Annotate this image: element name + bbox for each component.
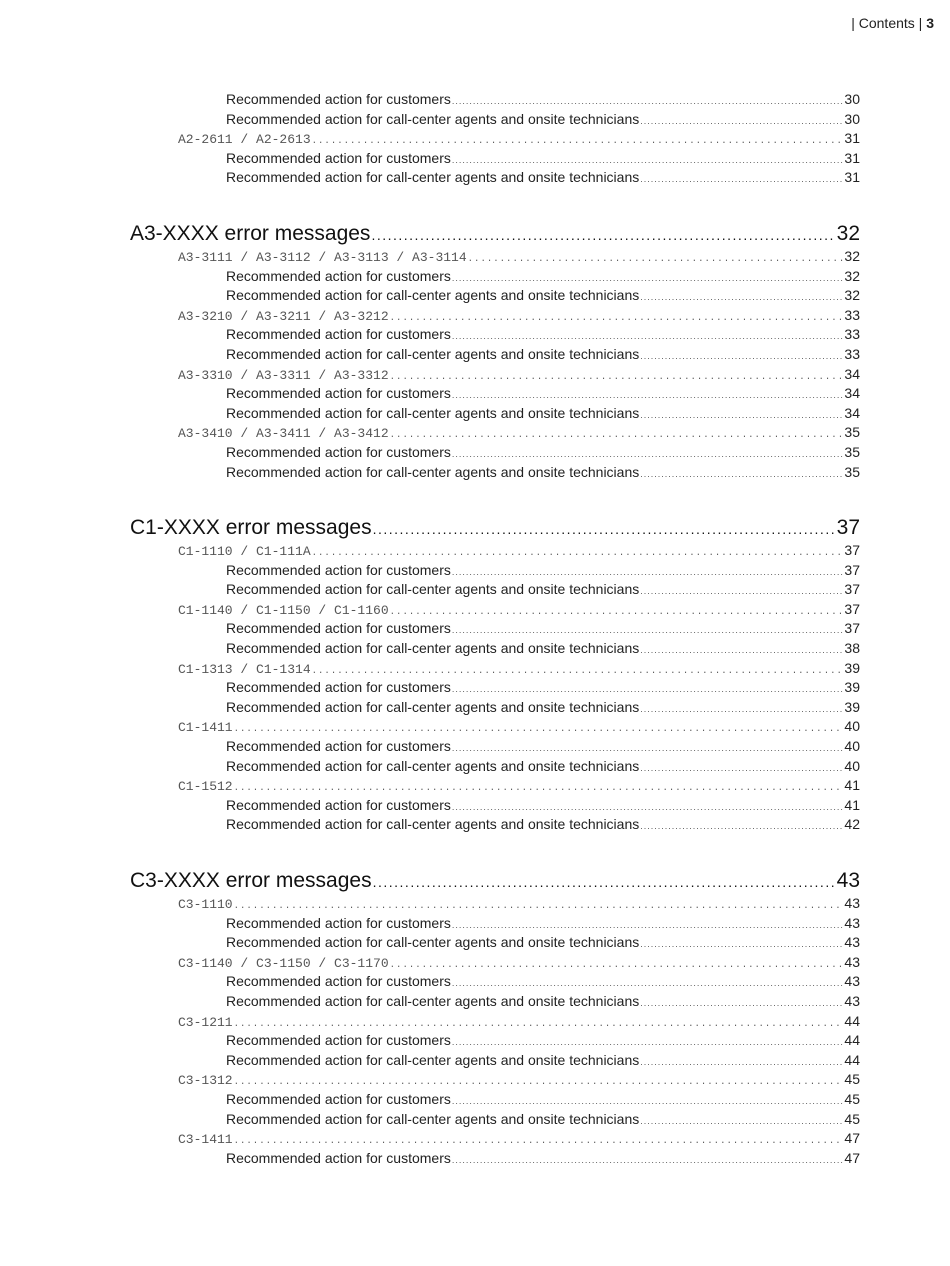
toc-subentry[interactable] <box>226 345 860 365</box>
dot-leader <box>640 170 843 190</box>
toc-error-code-entry[interactable] <box>178 129 860 149</box>
toc-subentry-page-number: 47 <box>844 1149 860 1166</box>
toc-error-code-entry-page-number: 43 <box>844 895 860 911</box>
toc-subentry[interactable] <box>226 325 860 345</box>
toc-error-code-entry-title: C1-1140 / C1-1150 / C1-1160 <box>178 601 390 621</box>
toc-subentry[interactable] <box>226 1110 860 1130</box>
toc-subentry-page-number: 40 <box>844 757 860 774</box>
toc-error-code-entry[interactable] <box>178 306 860 326</box>
toc-subentry-page-number: 37 <box>844 561 860 578</box>
toc-error-code-entry-title: C3-1312 <box>178 1071 234 1091</box>
toc-error-code-entry-page-number: 34 <box>844 365 860 382</box>
toc-error-code-entry-title: A3-3410 / A3-3411 / A3-3412 <box>178 424 390 444</box>
toc-subentry-title: Recommended action for call-center agents and onsite technicians <box>226 580 640 600</box>
toc-error-code-entry[interactable] <box>178 1129 860 1149</box>
toc-subentry-title: Recommended action for customers <box>226 619 452 639</box>
toc-subentry[interactable] <box>226 561 860 581</box>
toc-subentry[interactable] <box>226 443 860 463</box>
toc-subentry-title: Recommended action for customers <box>226 796 452 816</box>
toc-subentry-page-number: 39 <box>844 698 860 715</box>
toc-chapter-entry-title: A3-XXXX error messages <box>130 221 371 245</box>
toc-error-code-entry-page-number: 39 <box>844 659 860 676</box>
toc-subentry-title: Recommended action for customers <box>226 384 452 404</box>
toc-error-code-entry[interactable] <box>178 247 860 267</box>
toc-chapter-entry[interactable] <box>130 515 860 541</box>
dot-leader <box>640 465 843 485</box>
toc-chapter-entry-page-number: 37 <box>836 516 860 540</box>
toc-subentry[interactable] <box>226 1031 860 1051</box>
toc-subentry-title: Recommended action for call-center agents and onsite technicians <box>226 815 640 835</box>
toc-chapter-entry-page-number: 43 <box>836 869 860 892</box>
toc-error-code-entry[interactable] <box>178 423 860 443</box>
toc-subentry-title: Recommended action for customers <box>226 914 452 934</box>
toc-subentry[interactable] <box>226 737 860 757</box>
toc-subentry[interactable] <box>226 815 860 835</box>
toc-subentry-title: Recommended action for customers <box>226 561 452 581</box>
header-label: | Contents | <box>851 15 923 31</box>
toc-subentry-page-number: 44 <box>844 1032 860 1049</box>
toc-subentry-page-number: 38 <box>844 640 860 657</box>
toc-subentry-title: Recommended action for call-center agents and onsite technicians <box>226 404 640 424</box>
toc-error-code-entry-title: C3-1140 / C3-1150 / C3-1170 <box>178 954 390 974</box>
toc-error-code-entry[interactable] <box>178 600 860 620</box>
toc-subentry[interactable] <box>226 933 860 953</box>
toc-subentry[interactable] <box>226 796 860 816</box>
toc-subentry-title: Recommended action for call-center agents and onsite technicians <box>226 168 640 188</box>
toc-chapter-entry[interactable] <box>130 868 860 894</box>
toc-subentry-page-number: 43 <box>844 914 860 931</box>
toc-subentry[interactable] <box>226 149 860 169</box>
toc-subentry-page-number: 43 <box>844 934 860 951</box>
toc-subentry[interactable] <box>226 384 860 404</box>
toc-subentry-page-number: 30 <box>844 91 860 107</box>
dot-leader <box>371 222 835 248</box>
toc-error-code-entry-page-number: 41 <box>844 777 860 794</box>
toc-subentry[interactable] <box>226 1090 860 1110</box>
toc-subentry-page-number: 44 <box>844 1051 860 1068</box>
toc-subentry-title: Recommended action for call-center agents and onsite technicians <box>226 933 640 953</box>
toc-subentry-title: Recommended action for customers <box>226 678 452 698</box>
toc-subentry-title: Recommended action for customers <box>226 1090 452 1110</box>
dot-leader <box>640 817 843 837</box>
toc-error-code-entry[interactable] <box>178 953 860 973</box>
toc-subentry[interactable] <box>226 757 860 777</box>
toc-error-code-entry-page-number: 45 <box>844 1071 860 1088</box>
toc-chapter-entry-page-number: 32 <box>836 221 860 245</box>
toc-subentry[interactable] <box>226 914 860 934</box>
toc-subentry-page-number: 30 <box>844 110 860 127</box>
dot-leader <box>373 869 836 895</box>
toc-subentry-title: Recommended action for call-center agents and onsite technicians <box>226 992 640 1012</box>
toc-subentry[interactable] <box>226 267 860 287</box>
toc-subentry-page-number: 31 <box>844 169 860 186</box>
page-number: 3 <box>926 15 934 31</box>
toc-subentry[interactable] <box>226 463 860 483</box>
toc-error-code-entry-page-number: 37 <box>844 542 860 559</box>
toc-subentry[interactable] <box>226 639 860 659</box>
toc-subentry-title: Recommended action for call-center agents and onsite technicians <box>226 639 640 659</box>
toc-error-code-entry-page-number: 32 <box>844 247 860 264</box>
toc-subentry-page-number: 41 <box>844 796 860 813</box>
toc-error-code-entry-title: C1-1313 / C1-1314 <box>178 660 312 680</box>
toc-error-code-entry[interactable] <box>178 1012 860 1032</box>
table-of-contents <box>0 90 950 1168</box>
toc-subentry-page-number: 45 <box>844 1110 860 1127</box>
toc-subentry-page-number: 35 <box>844 463 860 480</box>
toc-subentry-page-number: 31 <box>844 149 860 166</box>
toc-subentry-page-number: 43 <box>844 973 860 990</box>
toc-subentry-page-number: 33 <box>844 345 860 362</box>
dot-leader <box>452 1151 844 1171</box>
toc-error-code-entry[interactable] <box>178 776 860 796</box>
toc-error-code-entry-page-number: 37 <box>844 600 860 617</box>
toc-subentry-title: Recommended action for customers <box>226 1149 452 1169</box>
toc-error-code-entry-title: C1-1110 / C1-111A <box>178 542 312 562</box>
toc-error-code-entry-title: A3-3310 / A3-3311 / A3-3312 <box>178 366 390 386</box>
toc-subentry-title: Recommended action for customers <box>226 443 452 463</box>
toc-subentry[interactable] <box>226 698 860 718</box>
toc-chapter-entry-title: C3-XXXX error messages <box>130 869 372 892</box>
toc-subentry-title: Recommended action for call-center agents and onsite technicians <box>226 757 640 777</box>
toc-subentry-page-number: 32 <box>844 287 860 304</box>
toc-error-code-entry-title: C3-1211 <box>178 1013 234 1033</box>
toc-subentry[interactable] <box>226 619 860 639</box>
toc-subentry-page-number: 37 <box>844 581 860 598</box>
toc-subentry-title: Recommended action for customers <box>226 267 452 287</box>
toc-error-code-entry-title: C3-1110 <box>178 895 234 915</box>
toc-subentry-title: Recommended action for call-center agents and onsite technicians <box>226 345 640 365</box>
toc-error-code-entry-title: C1-1411 <box>178 718 234 738</box>
toc-subentry-page-number: 40 <box>844 738 860 755</box>
toc-error-code-entry-page-number: 40 <box>844 718 860 735</box>
toc-subentry-page-number: 34 <box>844 385 860 402</box>
toc-subentry-title: Recommended action for call-center agents and onsite technicians <box>226 463 640 483</box>
toc-error-code-entry[interactable] <box>178 1070 860 1090</box>
toc-error-code-entry[interactable] <box>178 365 860 385</box>
toc-subentry[interactable] <box>226 992 860 1012</box>
toc-subentry-page-number: 34 <box>844 404 860 421</box>
toc-subentry[interactable] <box>226 1051 860 1071</box>
toc-error-code-entry-title: A3-3210 / A3-3211 / A3-3212 <box>178 307 390 327</box>
toc-subentry-title: Recommended action for customers <box>226 325 452 345</box>
toc-error-code-entry-page-number: 35 <box>844 424 860 441</box>
toc-error-code-entry-title: A3-3111 / A3-3112 / A3-3113 / A3-3114 <box>178 248 468 268</box>
toc-subentry-title: Recommended action for call-center agents and onsite technicians <box>226 1051 640 1071</box>
toc-subentry[interactable] <box>226 168 860 188</box>
toc-error-code-entry-title: A2-2611 / A2-2613 <box>178 130 312 150</box>
toc-subentry[interactable] <box>226 678 860 698</box>
toc-subentry-title: Recommended action for call-center agents and onsite technicians <box>226 286 640 306</box>
toc-error-code-entry[interactable] <box>178 659 860 679</box>
toc-subentry-title: Recommended action for customers <box>226 149 452 169</box>
toc-subentry-page-number: 37 <box>844 620 860 637</box>
toc-error-code-entry-title: C3-1411 <box>178 1130 234 1150</box>
toc-subentry-page-number: 45 <box>844 1090 860 1107</box>
toc-chapter-entry[interactable] <box>130 221 860 247</box>
page-header <box>851 15 934 31</box>
toc-subentry-page-number: 39 <box>844 679 860 696</box>
toc-subentry-page-number: 42 <box>844 816 860 833</box>
toc-subentry-page-number: 43 <box>844 992 860 1009</box>
toc-subentry[interactable] <box>226 286 860 306</box>
toc-subentry-title: Recommended action for call-center agents and onsite technicians <box>226 1110 640 1130</box>
toc-subentry-page-number: 33 <box>844 326 860 343</box>
toc-subentry-page-number: 35 <box>844 443 860 460</box>
toc-chapter-entry-title: C1-XXXX error messages <box>130 516 372 540</box>
toc-error-code-entry[interactable] <box>178 541 860 561</box>
toc-error-code-entry-page-number: 33 <box>844 306 860 323</box>
toc-subentry-title: Recommended action for customers <box>226 737 452 757</box>
toc-error-code-entry[interactable] <box>178 717 860 737</box>
toc-error-code-entry-page-number: 44 <box>844 1012 860 1029</box>
toc-error-code-entry[interactable] <box>178 894 860 914</box>
toc-subentry[interactable] <box>226 972 860 992</box>
toc-subentry-title: Recommended action for call-center agents and onsite technicians <box>226 110 640 130</box>
toc-subentry-title: Recommended action for customers <box>226 972 452 992</box>
toc-subentry[interactable] <box>226 404 860 424</box>
toc-subentry[interactable] <box>226 110 860 130</box>
toc-error-code-entry-page-number: 31 <box>844 130 860 147</box>
toc-subentry-title: Recommended action for call-center agents and onsite technicians <box>226 698 640 718</box>
toc-error-code-entry-page-number: 47 <box>844 1130 860 1147</box>
toc-subentry[interactable] <box>226 90 860 110</box>
toc-subentry[interactable] <box>226 580 860 600</box>
toc-subentry-title: Recommended action for customers <box>226 1031 452 1051</box>
toc-subentry-page-number: 32 <box>844 267 860 284</box>
toc-error-code-entry-title: C1-1512 <box>178 777 234 797</box>
toc-error-code-entry-page-number: 43 <box>844 953 860 970</box>
dot-leader <box>373 516 836 542</box>
toc-subentry[interactable] <box>226 1149 860 1169</box>
toc-subentry-title: Recommended action for customers <box>226 90 452 110</box>
